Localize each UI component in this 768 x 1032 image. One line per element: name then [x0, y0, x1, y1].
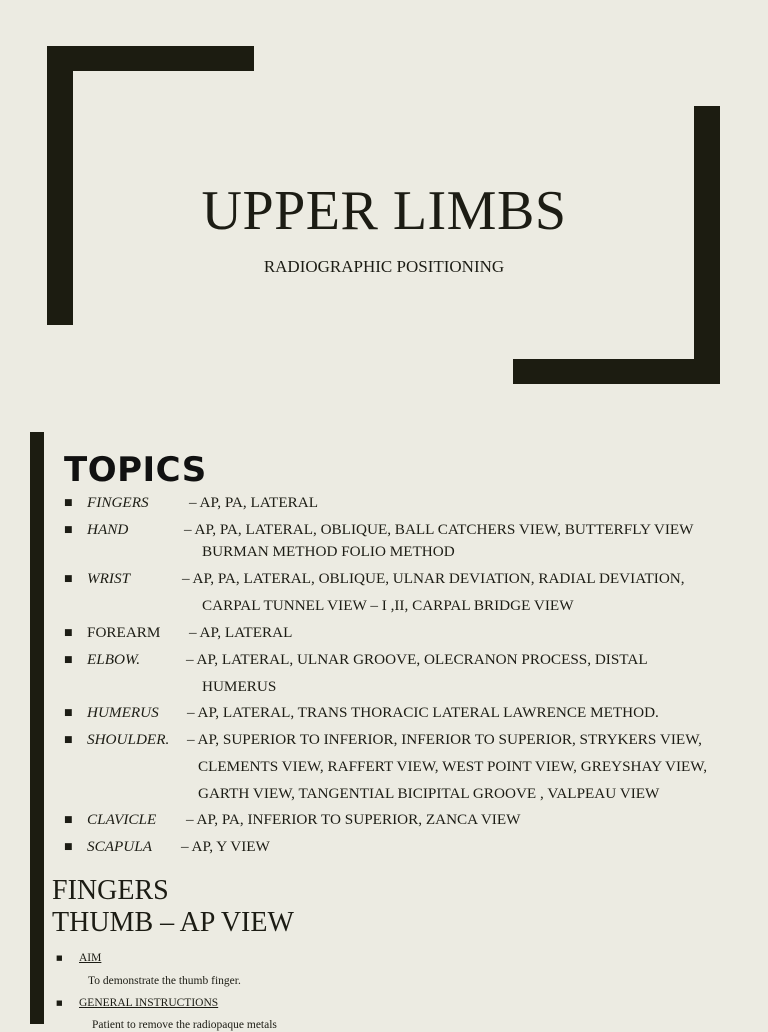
- frame-bottom-right-horizontal: [513, 359, 720, 384]
- topic-views-humerus: – AP, LATERAL, TRANS THORACIC LATERAL LAWRENCE METHOD.: [187, 704, 659, 721]
- topics-slide: [0, 432, 768, 866]
- section-title-thumb-ap: THUMB – AP VIEW: [52, 907, 294, 938]
- bullet-icon: ■: [64, 628, 73, 638]
- bullet-icon: ■: [56, 999, 63, 1007]
- section-title-fingers: FINGERS: [52, 875, 169, 906]
- slide-title: UPPER LIMBS: [201, 180, 567, 242]
- topic-views-hand: – AP, PA, LATERAL, OBLIQUE, BALL CATCHERS VIEW, BUTTERFLY VIEW: [184, 521, 694, 538]
- topic-views-elbow: – AP, LATERAL, ULNAR GROOVE, OLECRANON PROCESS, DISTAL: [186, 651, 648, 668]
- left-accent-bar: [30, 866, 44, 1024]
- topic-name-wrist: WRIST: [87, 570, 131, 587]
- frame-top-left-horizontal: [47, 46, 254, 71]
- topic-name-scapula: SCAPULA: [87, 838, 152, 855]
- slide-subtitle: RADIOGRAPHIC POSITIONING: [263, 257, 505, 276]
- bullet-icon: ■: [64, 525, 73, 535]
- topic-views-shoulder-cont-2: GARTH VIEW, TANGENTIAL BICIPITAL GROOVE , VALPEAU VIEW: [198, 785, 660, 802]
- topic-views-shoulder: – AP, SUPERIOR TO INFERIOR, INFERIOR TO SUPERIOR, STRYKERS VIEW,: [187, 731, 702, 748]
- bullet-icon: ■: [64, 842, 73, 852]
- topic-views-fingers: – AP, PA, LATERAL: [189, 494, 318, 511]
- bullet-icon: ■: [64, 574, 73, 584]
- topic-views-forearm: – AP, LATERAL: [189, 624, 293, 641]
- bullet-icon: ■: [64, 708, 73, 718]
- topic-name-clavicle: CLAVICLE: [87, 811, 157, 828]
- topic-views-wrist-cont: CARPAL TUNNEL VIEW – I ,II, CARPAL BRIDGE VIEW: [202, 597, 574, 614]
- bullet-icon: ■: [64, 655, 73, 665]
- topic-views-hand-cont: BURMAN METHOD FOLIO METHOD: [202, 543, 455, 560]
- instructions-label: GENERAL INSTRUCTIONS: [79, 997, 219, 1009]
- topics-heading: TOPICS: [64, 450, 207, 490]
- title-slide: [0, 0, 768, 420]
- thumb-ap-slide: [0, 866, 768, 1031]
- aim-text: To demonstrate the thumb finger.: [88, 975, 241, 987]
- topic-views-scapula: – AP, Y VIEW: [181, 838, 270, 855]
- topic-views-shoulder-cont-1: CLEMENTS VIEW, RAFFERT VIEW, WEST POINT VIEW, GREYSHAY VIEW,: [198, 758, 708, 775]
- topic-name-fingers: FINGERS: [87, 494, 149, 511]
- topic-views-clavicle: – AP, PA, INFERIOR TO SUPERIOR, ZANCA VIEW: [186, 811, 521, 828]
- topic-views-elbow-cont: HUMERUS: [202, 678, 277, 695]
- bullet-icon: ■: [64, 498, 73, 508]
- topic-name-elbow: ELBOW.: [87, 651, 141, 668]
- aim-label: AIM: [79, 952, 102, 964]
- bullet-icon: ■: [64, 735, 73, 745]
- bullet-icon: ■: [56, 954, 63, 962]
- topic-name-humerus: HUMERUS: [87, 704, 159, 721]
- bullet-icon: ■: [64, 815, 73, 825]
- topic-views-wrist: – AP, PA, LATERAL, OBLIQUE, ULNAR DEVIATION, RADIAL DEVIATION,: [182, 570, 685, 587]
- topic-name-hand: HAND: [87, 521, 129, 538]
- topic-name-shoulder: SHOULDER.: [87, 731, 170, 748]
- topic-list: [0, 432, 768, 866]
- topic-name-forearm: FOREARM: [87, 624, 161, 641]
- instructions-text: Patient to remove the radiopaque metals: [92, 1019, 277, 1031]
